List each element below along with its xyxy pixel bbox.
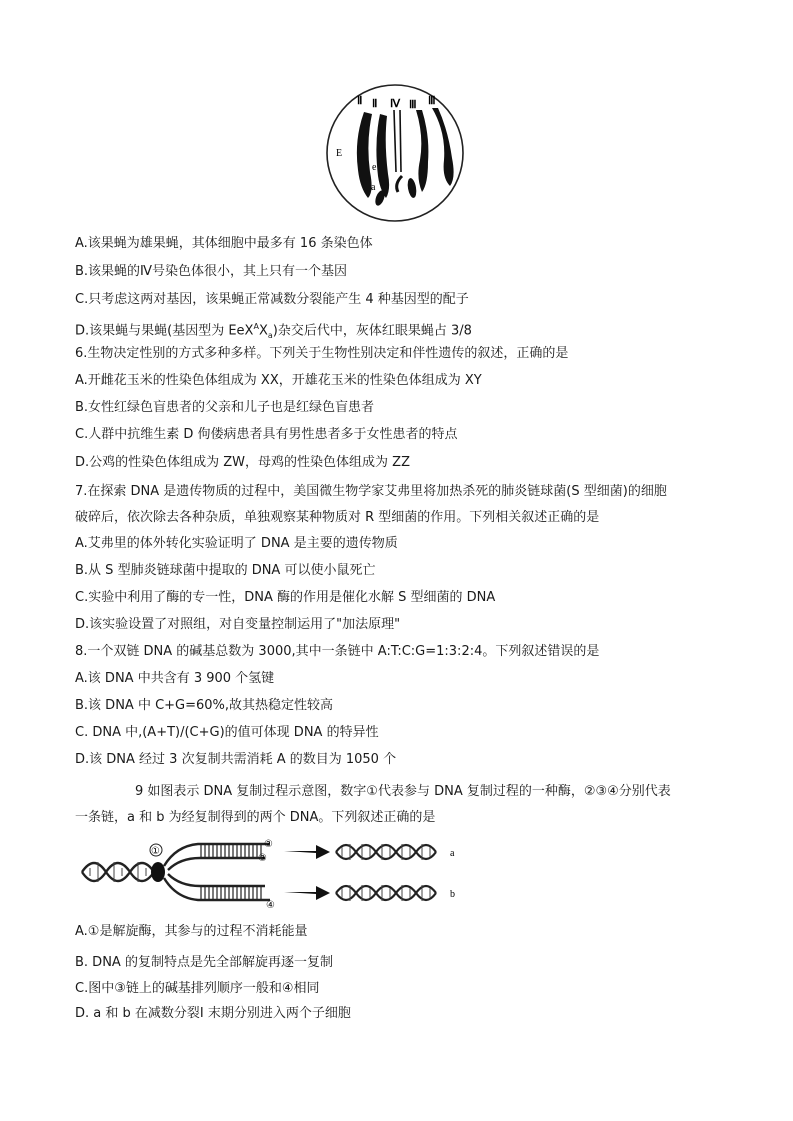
q9-stem-line1: 9 如图表示 DNA 复制过程示意图，数字①代表参与 DNA 复制过程的一种酶，②③④分别代表: [135, 784, 671, 799]
q5-option-d-mid: X: [258, 323, 268, 339]
q8-option-a: A.该 DNA 中共含有 3 900 个氢键: [75, 671, 275, 686]
q9-option-a: A.①是解旋酶，其参与的过程不消耗能量: [75, 924, 308, 939]
q7-option-c: C.实验中利用了酶的专一性，DNA 酶的作用是催化水解 S 型细菌的 DNA: [75, 590, 496, 605]
lower-fork: [164, 874, 270, 900]
dna-replication-figure: [80, 832, 470, 914]
q8-option-d: D.该 DNA 经过 3 次复制共需消耗 A 的数目为 1050 个: [75, 752, 397, 767]
q9-stem-line2: 一条链，a 和 b 为经复制得到的两个 DNA。下列叙述正确的是: [75, 810, 436, 825]
q8-option-b: B.该 DNA 中 C+G=60%,故其热稳定性较高: [75, 698, 334, 713]
q6-option-b: B.女性红绿色盲患者的父亲和儿子也是红绿色盲患者: [75, 400, 375, 415]
q5-option-d-sub: a: [267, 330, 273, 340]
q7-option-a: A.艾弗里的体外转化实验证明了 DNA 是主要的遗传物质: [75, 536, 398, 551]
daughter-helix-b: [336, 885, 436, 901]
q8-stem: 8.一个双链 DNA 的碱基总数为 3000,其中一条链中 A:T:C:G=1:3:2:4。下列叙述错误的是: [75, 644, 600, 659]
q5-option-c: C.只考虑这两对基因，该果蝇正常减数分裂能产生 4 种基因型的配子: [75, 292, 469, 307]
q7-option-b: B.从 S 型肺炎链球菌中提取的 DNA 可以使小鼠死亡: [75, 563, 376, 578]
q6-option-d: D.公鸡的性染色体组成为 ZW，母鸡的性染色体组成为 ZZ: [75, 455, 410, 470]
q5-option-d-post: )杂交后代中，灰体红眼果蝇占 3/8: [272, 323, 472, 339]
q8-option-c: C. DNA 中,(A+T)/(C+G)的值可体现 DNA 的特异性: [75, 725, 379, 740]
q5-option-d-pre: D.该果蝇与果蝇(基因型为 EeX: [75, 323, 254, 339]
q6-option-c: C.人群中抗维生素 D 佝偻病患者具有男性患者多于女性患者的特点: [75, 427, 458, 442]
q5-option-b: B.该果蝇的Ⅳ号染色体很小，其上只有一个基因: [75, 264, 348, 279]
q7-option-d: D.该实验设置了对照组，对自变量控制运用了"加法原理": [75, 617, 401, 632]
q9-option-b: B. DNA 的复制特点是先全部解旋再逐一复制: [75, 955, 333, 970]
chromosome-IV-b: [400, 110, 401, 172]
label-roman-3: Ⅳ: [390, 98, 401, 110]
label-b: b: [450, 889, 455, 900]
upper-fork: [164, 844, 270, 870]
gene-label-E: E: [336, 148, 343, 159]
label-a: a: [450, 848, 455, 859]
label-roman-5: Ⅲ: [428, 95, 436, 107]
q7-stem-line2: 破碎后，依次除去各种杂质，单独观察某种物质对 R 型细菌的作用。下列相关叙述正确的是: [75, 510, 600, 525]
gene-label-a: a: [371, 182, 376, 193]
q5-option-a: A.该果蝇为雄果蝇，其体细胞中最多有 16 条染色体: [75, 236, 373, 251]
daughter-helix-a: [336, 844, 436, 860]
parental-helix: [82, 862, 154, 882]
q6-stem: 6.生物决定性别的方式多种多样。下列关于生物性别决定和伴性遗传的叙述，正确的是: [75, 346, 569, 361]
helicase-enzyme: [151, 862, 165, 882]
q9-option-c: C.图中③链上的碱基排列顺序一般和④相同: [75, 981, 320, 996]
label-roman-1: Ⅱ: [357, 95, 363, 107]
label-3: ③: [258, 853, 267, 864]
q5-option-d: [75, 319, 472, 344]
arrow-bottom: [284, 886, 330, 900]
label-roman-2: Ⅱ: [372, 98, 378, 110]
q5-option-d-sup: A: [253, 322, 259, 331]
label-4: ④: [266, 900, 275, 911]
label-2: ②: [264, 839, 273, 850]
label-roman-4: Ⅲ: [409, 99, 417, 111]
label-1: ①: [151, 846, 160, 857]
q6-option-a: A.开雌花玉米的性染色体组成为 XX，开雄花玉米的性染色体组成为 XY: [75, 373, 482, 388]
arrow-top: [284, 845, 330, 859]
q9-option-d: D. a 和 b 在减数分裂Ⅰ 末期分别进入两个子细胞: [75, 1006, 351, 1021]
chromosome-figure: [324, 80, 466, 226]
gene-label-e: e: [372, 162, 377, 173]
q7-stem-line1: 7.在探索 DNA 是遗传物质的过程中，美国微生物学家艾弗里将加热杀死的肺炎链球菌(S 型细菌)的细胞: [75, 484, 667, 499]
